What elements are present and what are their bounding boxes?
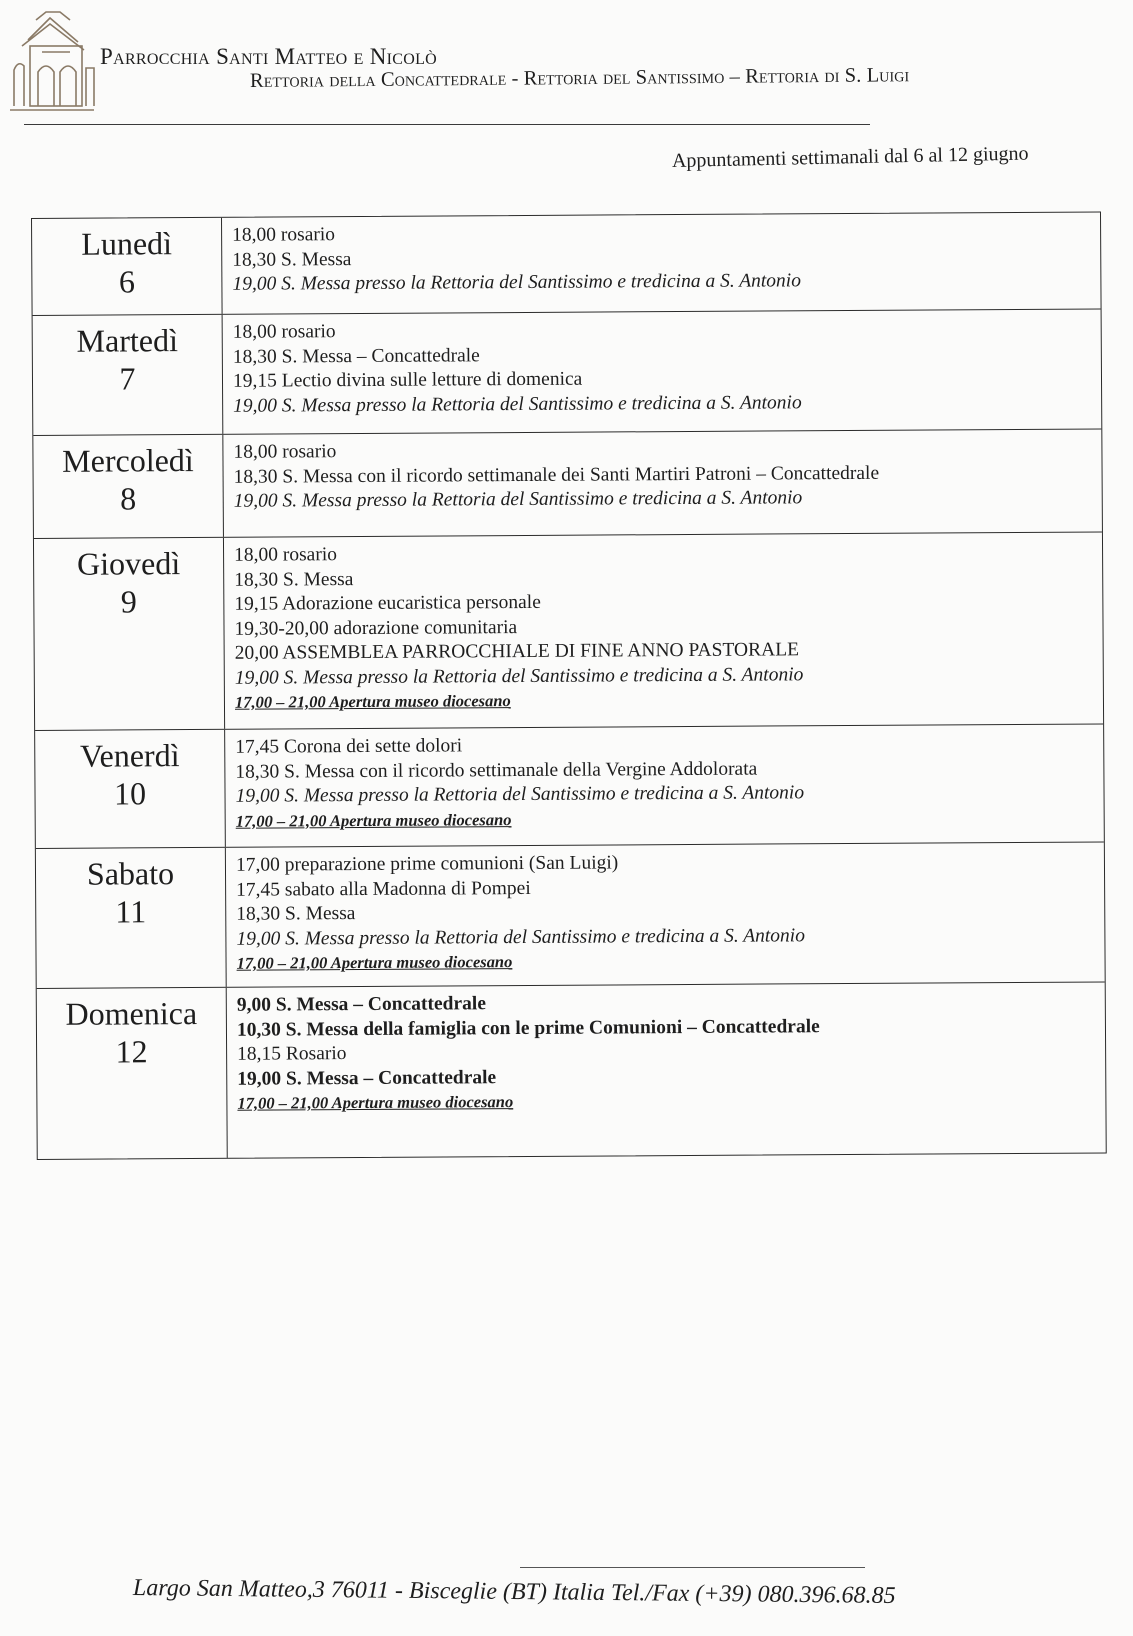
parish-title: Parrocchia Santi Matteo e Nicolò	[100, 44, 438, 69]
entry: 17,00 preparazione prime comunioni (San Luigi)	[235, 852, 619, 876]
header-divider	[24, 124, 870, 125]
day-number: 7	[119, 360, 136, 397]
day-name: Giovedì	[76, 545, 181, 582]
entry: 19,00 S. Messa presso la Rettoria del Santissimo e tredicina a S. Antonio	[232, 270, 802, 295]
footer-address: Largo San Matteo,3 76011 - Bisceglie (BT) Italia Tel./Fax (+39) 080.396.68.85	[132, 1575, 896, 1609]
entries-cell	[223, 309, 1102, 433]
day-cell	[33, 315, 224, 435]
week-caption: Appuntamenti settimanali dal 6 al 12 giugno	[671, 142, 1029, 172]
table-row-sabato	[36, 842, 1105, 989]
day-cell	[34, 538, 225, 730]
day-number: 6	[118, 263, 135, 300]
entries-cell	[225, 724, 1104, 846]
entry: 18,00 rosario	[233, 544, 338, 566]
parish-subtitle: Rettoria della Concattedrale - Rettoria del Santissimo – Rettoria di S. Luigi	[249, 64, 910, 92]
footer-divider	[520, 1567, 865, 1568]
entry: 19,15 Adorazione eucaristica personale	[234, 591, 541, 615]
entry: 18,30 S. Messa – Concattedrale	[232, 344, 480, 368]
day-number: 12	[115, 1033, 148, 1070]
day-number: 8	[120, 480, 137, 517]
day-name: Mercoledì	[62, 442, 194, 479]
entry: 18,30 S. Messa con il ricordo settimanale della Vergine Addolorata	[235, 758, 758, 783]
entry: 19,00 S. Messa presso la Rettoria del Santissimo e tredicina a S. Antonio	[234, 663, 804, 689]
entry: 20,00 ASSEMBLEA PARROCCHIALE DI FINE ANNO PASTORALE	[234, 639, 800, 664]
table-row-giovedi	[34, 532, 1103, 731]
entry: 17,45 Corona dei sette dolori	[235, 735, 463, 758]
table-row-venerdi	[35, 724, 1104, 849]
entry: 18,30 S. Messa	[234, 568, 354, 591]
day-name: Sabato	[86, 855, 175, 892]
day-cell	[37, 988, 228, 1159]
entry: 18,30 S. Messa con il ricordo settimanale dei Santi Martiri Patroni – Concattedrale	[233, 462, 880, 488]
day-number: 11	[115, 893, 147, 930]
entries-cell	[227, 982, 1106, 1157]
day-cell	[36, 848, 227, 988]
entry: 10,30 S. Messa della famiglia con le prime Comunioni – Concattedrale	[236, 1015, 820, 1041]
entry: 18,30 S. Messa	[232, 248, 352, 271]
entry: 18,30 S. Messa	[236, 903, 356, 925]
table-row-martedi	[33, 309, 1102, 436]
museum-opening-note: 17,00 – 21,00 Apertura museo diocesano	[236, 952, 513, 973]
day-name: Martedì	[76, 322, 178, 359]
table-row-mercoledi	[33, 429, 1102, 539]
entry: 17,45 sabato alla Madonna di Pompei	[236, 877, 531, 901]
day-name: Lunedì	[81, 225, 173, 262]
museum-opening-note: 17,00 – 21,00 Apertura museo diocesano	[234, 691, 511, 712]
day-cell	[35, 730, 226, 848]
table-row-domenica	[37, 982, 1106, 1159]
museum-opening-note: 17,00 – 21,00 Apertura museo diocesano	[237, 1092, 514, 1113]
schedule-table	[31, 211, 1107, 1160]
day-cell	[33, 435, 224, 538]
entries-cell	[226, 842, 1105, 986]
day-name: Venerdì	[79, 737, 180, 774]
entries-cell	[224, 532, 1103, 728]
entry: 19,00 S. Messa presso la Rettoria del Santissimo e tredicina a S. Antonio	[233, 391, 802, 417]
table-row-lunedi	[32, 212, 1101, 316]
entry: 19,00 S. Messa presso la Rettoria del Santissimo e tredicina a S. Antonio	[236, 924, 806, 950]
entry: 18,00 rosario	[233, 441, 337, 463]
entry: 18,00 rosario	[232, 224, 336, 246]
museum-opening-note: 17,00 – 21,00 Apertura museo diocesano	[235, 809, 512, 831]
entries-cell	[222, 212, 1101, 313]
day-number: 10	[113, 775, 147, 812]
entries-cell	[223, 429, 1102, 536]
entry: 18,00 rosario	[232, 321, 336, 343]
day-number: 9	[120, 583, 137, 620]
entry: 19,00 S. Messa presso la Rettoria del Santissimo e tredicina a S. Antonio	[233, 487, 803, 512]
entry: 19,00 S. Messa – Concattedrale	[237, 1066, 497, 1090]
entry: 19,00 S. Messa presso la Rettoria del Santissimo e tredicina a S. Antonio	[235, 782, 805, 807]
entry: 9,00 S. Messa – Concattedrale	[236, 993, 487, 1016]
day-cell	[32, 218, 223, 315]
entry: 18,15 Rosario	[237, 1043, 347, 1065]
entry: 19,30-20,00 adorazione comunitaria	[234, 616, 518, 640]
church-logo	[8, 10, 96, 114]
entry: 19,15 Lectio divina sulle letture di domenica	[232, 368, 583, 392]
day-name: Domenica	[65, 995, 198, 1032]
